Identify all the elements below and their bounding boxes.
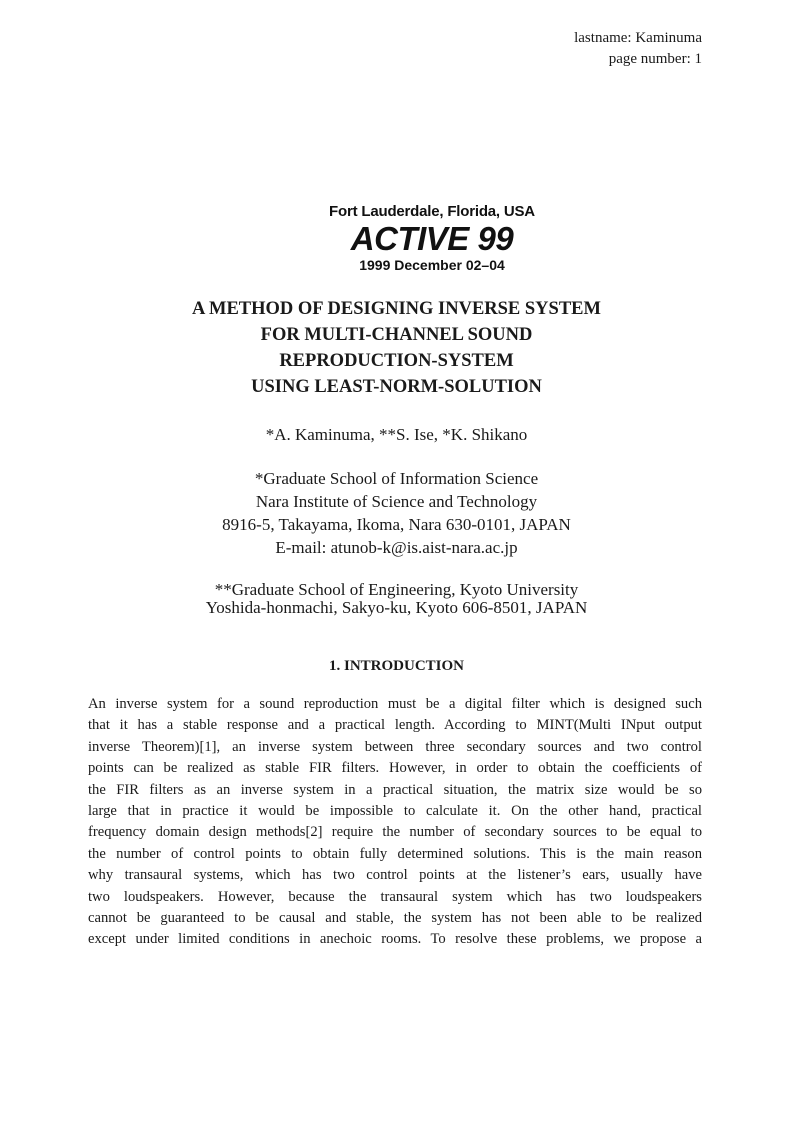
affiliation-line: **Graduate School of Engineering, Kyoto University bbox=[214, 580, 579, 599]
affiliation-line: 8916-5, Takayama, Ikoma, Nara 630-0101, JAPAN bbox=[222, 515, 571, 534]
title-line: REPRODUCTION-SYSTEM bbox=[279, 351, 514, 371]
title-line: A METHOD OF DESIGNING INVERSE SYSTEM bbox=[192, 299, 601, 319]
affiliation-line: *Graduate School of Information Science bbox=[254, 469, 539, 488]
paragraph-line: inverse Theorem)[1], an inverse system between three secondary sources and two control bbox=[88, 738, 702, 755]
paragraph-line: two loudspeakers. However, because the transaural system which has two loudspeakers bbox=[88, 888, 702, 905]
conference-place: Fort Lauderdale, Florida, USA bbox=[329, 203, 535, 220]
title-line: USING LEAST-NORM-SOLUTION bbox=[251, 377, 542, 397]
title-line: FOR MULTI-CHANNEL SOUND bbox=[260, 325, 533, 345]
affiliation-line: Nara Institute of Science and Technology bbox=[255, 492, 538, 511]
paper-title bbox=[0, 296, 793, 400]
paragraph-line: cannot be guaranteed to be causal and stable, the system has not been able to be realized bbox=[88, 909, 702, 926]
email-line: E-mail: atunob-k@is.aist-nara.ac.jp bbox=[275, 538, 518, 557]
conference-logo bbox=[0, 202, 793, 275]
section-heading: 1. INTRODUCTION bbox=[328, 658, 464, 674]
affiliation-nara bbox=[0, 467, 793, 559]
paragraph-line: that it has a stable response and a practical length. According to MINT(Multi INput output bbox=[88, 717, 702, 734]
affiliation-kyoto bbox=[0, 581, 793, 617]
conference-name: ACTIVE 99 bbox=[350, 220, 514, 257]
affiliation-line: Yoshida-honmachi, Sakyo-ku, Kyoto 606-8501, JAPAN bbox=[205, 598, 588, 617]
author-list: *A. Kaminuma, **S. Ise, *K. Shikano bbox=[265, 425, 528, 444]
conference-dates: 1999 December 02–04 bbox=[359, 257, 505, 273]
paragraph-line: frequency domain design methods[2] require the number of secondary sources to be equal to bbox=[88, 824, 702, 841]
paragraph-line: except under limited conditions in anechoic rooms. To resolve these problems, we propose a bbox=[88, 931, 702, 948]
paragraph-line: the number of control points to obtain fully determined solutions. This is the main reason bbox=[88, 845, 702, 862]
paragraph-line: large that in practice it would be impossible to calculate it. On the other hand, practical bbox=[88, 802, 702, 819]
introduction-paragraph bbox=[88, 694, 702, 951]
page-number-label: page number: 1 bbox=[608, 51, 702, 67]
paragraph-line: points can be realized as stable FIR filters. However, in order to obtain the coefficients of bbox=[88, 760, 702, 777]
page-header bbox=[574, 28, 702, 70]
paragraph-line: An inverse system for a sound reproduction must be a digital filter which is designed such bbox=[88, 696, 702, 712]
paragraph-line: why transaural systems, which has two control points at the listener’s ears, usually have bbox=[88, 867, 702, 884]
paragraph-line: the FIR filters as an inverse system in a practical situation, the matrix size would be so bbox=[88, 781, 702, 798]
lastname-label: lastname: Kaminuma bbox=[574, 30, 702, 46]
